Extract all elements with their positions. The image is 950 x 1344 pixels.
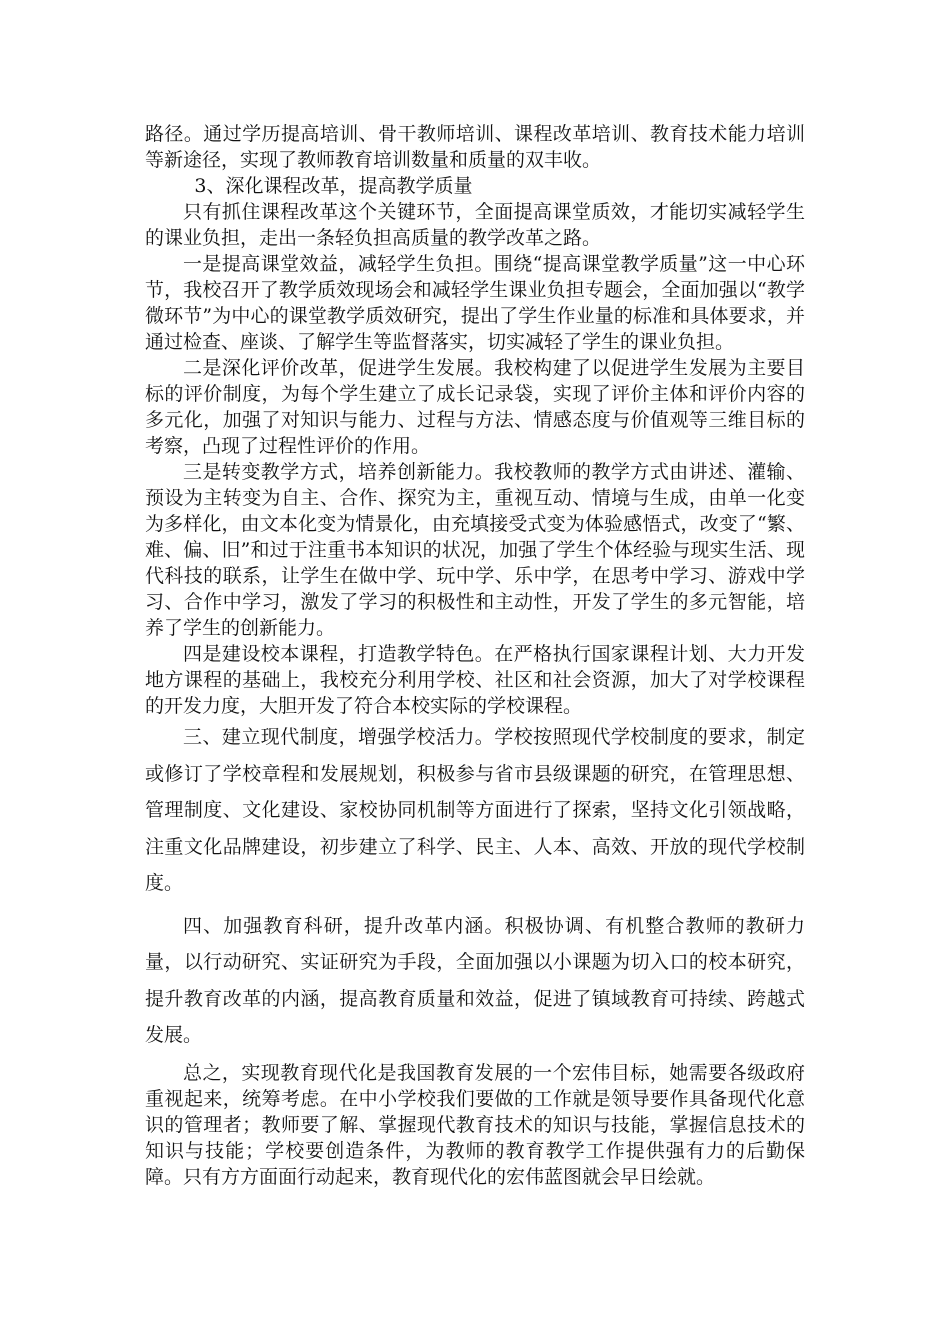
paragraph-point-two: 二是深化评价改革，促进学生发展。我校构建了以促进学生发展为主要目标的评价制度，为每个学生建立了成长记录袋，实现了评价主体和评价内容的多元化，加强了对知识与能力、过程与方法、情感态度与价值观等三维目标的考察，凸现了过程性评价的作用。 bbox=[145, 357, 805, 457]
paragraph-point-four: 四是建设校本课程，打造教学特色。在严格执行国家课程计划、大力开发地方课程的基础上，我校充分利用学校、社区和社会资源，加大了对学校课程的开发力度，大胆开发了符合本校实际的学校课程。 bbox=[145, 643, 805, 717]
paragraph-conclusion: 总之，实现教育现代化是我国教育发展的一个宏伟目标，她需要各级政府重视起来，统筹考虑。在中小学校我们要做的工作就是领导要作具备现代化意识的管理者；教师要了解、掌握现代教育技术的知识与技能，掌握信息技术的知识与技能；学校要创造条件，为教师的教育教学工作提供强有力的后勤保障。只有方方面面行动起来，教育现代化的宏伟蓝图就会早日绘就。 bbox=[145, 1061, 805, 1188]
paragraph-point-three: 三是转变教学方式，培养创新能力。我校教师的教学方式由讲述、灌输、预设为主转变为自主、合作、探究为主，重视互动、情境与生成，由单一化变为多样化，由文本化变为情景化，由充填接受式变为体验感悟式，改变了“繁、难、偏、旧”和过于注重书本知识的状况，加强了学生个体经验与现实生活、现代科技的联系，让学生在做中学、玩中学、乐中学，在思考中学习、游戏中学习、合作中学习，激发了学习的积极性和主动性，开发了学生的多元智能，培养了学生的创新能力。 bbox=[145, 461, 805, 639]
paragraph-section-four: 四、加强教育科研，提升改革内涵。积极协调、有机整合教师的教研力量，以行动研究、实证研究为手段，全面加强以小课题为切入口的校本研究，提升教育改革的内涵，提高教育质量和效益，促进了镇域教育可持续、跨越式发展。 bbox=[145, 914, 805, 1046]
paragraph-intro: 只有抓住课程改革这个关键环节，全面提高课堂质效，才能切实减轻学生的课业负担，走出一条轻负担高质量的教学改革之路。 bbox=[145, 201, 805, 249]
section-heading-3: 3、深化课程改革，提高教学质量 bbox=[194, 175, 473, 197]
paragraph-point-one: 一是提高课堂效益，减轻学生负担。围绕“提高课堂教学质量”这一中心环节，我校召开了教学质效现场会和减轻学生课业负担专题会，全面加强以“教学微环节”为中心的课堂教学质效研究，提出了学生作业量的标准和具体要求，并通过检查、座谈、了解学生等监督落实，切实减轻了学生的课业负担。 bbox=[145, 253, 805, 353]
paragraph-continuation: 路径。通过学历提高培训、骨干教师培训、课程改革培训、教育技术能力培训等新途径，实现了教师教育培训数量和质量的双丰收。 bbox=[145, 123, 805, 171]
document-page bbox=[145, 121, 805, 1190]
paragraph-section-three: 三、建立现代制度，增强学校活力。学校按照现代学校制度的要求，制定或修订了学校章程和发展规划，积极参与省市县级课题的研究，在管理思想、管理制度、文化建设、家校协同机制等方面进行了探索，坚持文化引领战略，注重文化品牌建设，初步建立了科学、民主、人本、高效、开放的现代学校制度。 bbox=[145, 726, 805, 894]
